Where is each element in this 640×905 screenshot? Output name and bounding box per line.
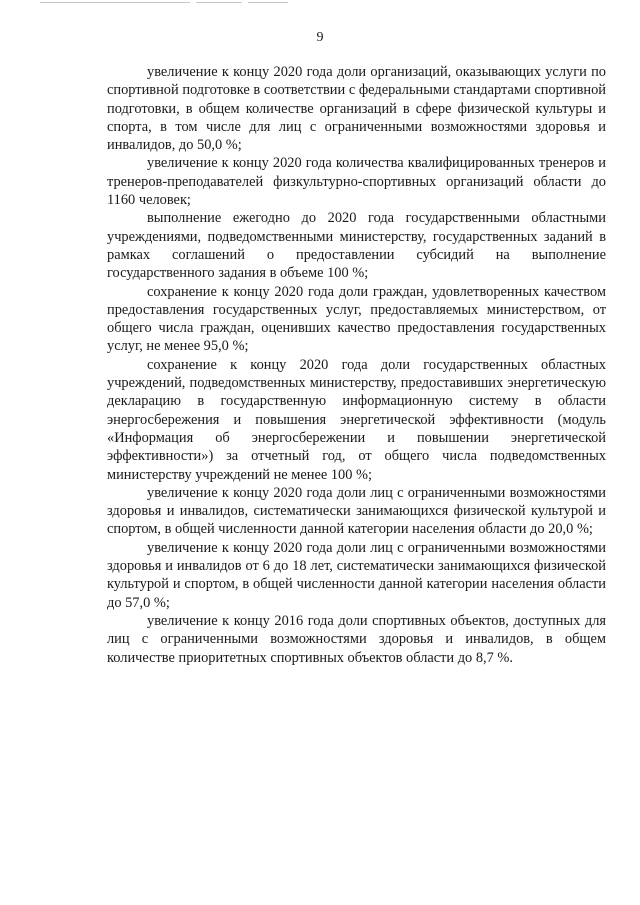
paragraph: увеличение к концу 2020 года доли лиц с ограниченными возможностями здоровья и инвалидов от 6 до 18 лет, систематически занимающихся физической культурой и спортом, в общей численности данной категории населения области до 57,0 %; — [107, 539, 606, 611]
scan-top-rule — [196, 2, 242, 3]
paragraph: увеличение к концу 2020 года доли организаций, оказывающих услуги по спортивной подготовке в соответствии с федеральными стандартами спортивной подготовки, в общем количестве организаций в сфере физической культуры и спорта, в том числе для лиц с ограниченными возможностями здоровья и инвалидов, до 50,0 %; — [107, 64, 606, 154]
paragraph: увеличение к концу 2020 года доли лиц с ограниченными возможностями здоровья и инвалидов, систематически занимающихся физической культурой и спортом, в общей численности данной категории населения области до 20,0 %; — [107, 484, 606, 538]
document-body — [107, 63, 606, 667]
paragraph: сохранение к концу 2020 года доли государственных областных учреждений, подведомственных министерству, предоставивших энергетическую декларацию в государственную информационную систему в области энергосбережения и повышения энергетической эффективности (модуль «Информация об энергосбережении и повышении энергетической эффективности») за отчетный год, от общего числа подведомственных министерству учреждений не менее 100 %; — [107, 356, 606, 483]
scan-top-rule — [40, 2, 190, 3]
paragraph: сохранение к концу 2020 года доли граждан, удовлетворенных качеством предоставления государственных услуг, предоставляемых министерством, от общего числа граждан, оценивших качество предоставления государственных услуг, не менее 95,0 %; — [107, 283, 606, 355]
paragraph: увеличение к концу 2016 года доли спортивных объектов, доступных для лиц с ограниченными возможностями здоровья и инвалидов, в общем количестве приоритетных спортивных объектов области до 8,7 %. — [107, 612, 606, 666]
paragraph: выполнение ежегодно до 2020 года государственными областными учреждениями, подведомственными министерству, государственных заданий в рамках соглашений о предоставлении субсидий на выполнение государственного задания в объеме 100 %; — [107, 210, 606, 282]
scan-top-rule — [248, 2, 288, 3]
paragraph: увеличение к концу 2020 года количества квалифицированных тренеров и тренеров-преподавателей физкультурно-спортивных организаций области до 1160 человек; — [107, 155, 606, 209]
page-number: 9 — [316, 30, 324, 45]
